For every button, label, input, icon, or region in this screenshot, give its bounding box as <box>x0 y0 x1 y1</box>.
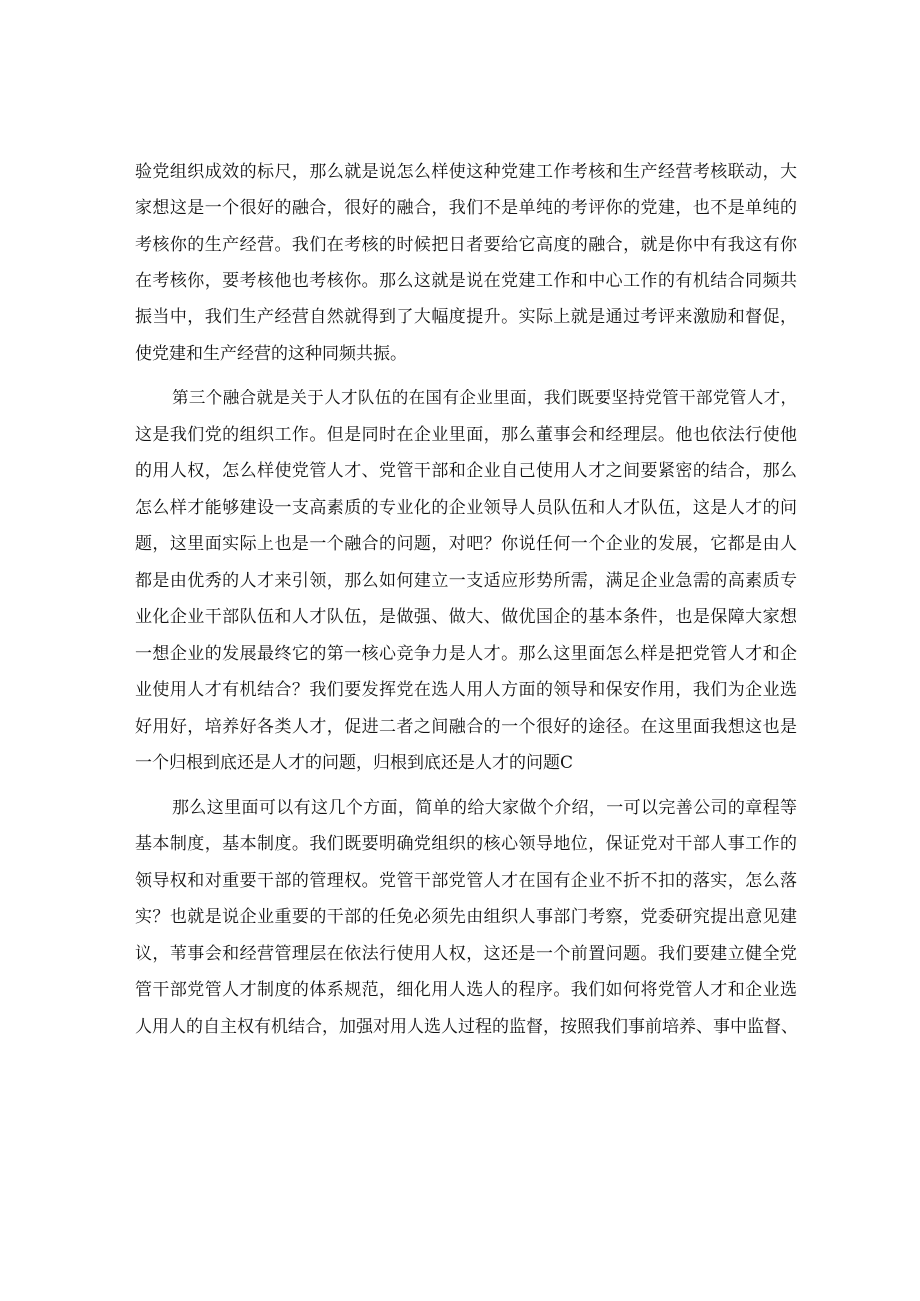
paragraph-1-line-6: 使党建和生产经营的这种同频共振。 <box>135 344 407 364</box>
paragraph-2-line-2: 这是我们党的组织工作。但是同时在企业里面，那么董事会和经理层。他也依法行使他 <box>135 425 797 445</box>
paragraph-3-line-1: 那么这里面可以有这几个方面，简单的给大家做个介绍，一可以完善公司的章程等 <box>172 798 797 818</box>
paragraph-2-line-11: 一个归根到底还是人才的问题，归根到底还是人才的问题C <box>135 753 574 773</box>
paragraph-1-line-4: 在考核你，要考核他也考核你。那么这就是说在党建工作和中心工作的有机结合同频共 <box>135 271 797 291</box>
paragraph-3-line-6: 管干部党管人才制度的体系规范，细化用人选人的程序。我们如何将党管人才和企业选 <box>135 980 797 1000</box>
paragraph-1-line-1: 验党组织成效的标尺，那么就是说怎么样使这种党建工作考核和生产经营考核联动，大 <box>135 162 797 182</box>
paragraph-2-line-4: 怎么样才能够建设一支高素质的专业化的企业领导人员队伍和人才队伍，这是人才的问 <box>135 498 797 518</box>
paragraph-2-line-3: 的用人权，怎么样使党管人才、党管干部和企业自己使用人才之间要紧密的结合，那么 <box>135 461 797 481</box>
paragraph-2-line-10: 好用好，培养好各类人才，促进二者之间融合的一个很好的途径。在这里面我想这也是 <box>135 717 797 737</box>
paragraph-1-line-3: 考核你的生产经营。我们在考核的时候把日者要给它高度的融合，就是你中有我这有你 <box>135 235 797 255</box>
paragraph-2-line-5: 题，这里面实际上也是一个融合的问题，对吧？你说任何一个企业的发展，它都是由人 <box>135 534 797 554</box>
paragraph-3-line-2: 基本制度，基本制度。我们既要明确党组织的核心领导地位，保证党对干部人事工作的 <box>135 834 797 854</box>
paragraph-3-line-3: 领导权和对重要干部的管理权。党管干部党管人才在国有企业不折不扣的落实，怎么落 <box>135 871 797 891</box>
paragraph-2-line-1: 第三个融合就是关于人才队伍的在国有企业里面，我们既要坚持党管干部党管人才， <box>172 388 797 407</box>
paragraph-2-line-9: 业使用人才有机结合？我们要发挥党在选人用人方面的领导和保安作用，我们为企业选 <box>135 680 797 700</box>
paragraph-3-line-5: 议，苇事会和经营管理层在依法行使用人权，这还是一个前置问题。我们要建立健全党 <box>135 944 797 964</box>
paragraph-3-line-4: 实？也就是说企业重要的干部的任免必须先由组织人事部门考察，党委研究提出意见建 <box>135 907 797 927</box>
paragraph-3-line-7: 人用人的自主权有机结合，加强对用人选人过程的监督，按照我们事前培养、事中监督、 <box>135 1017 798 1037</box>
paragraph-1-line-2: 家想这是一个很好的融合，很好的融合，我们不是单纯的考评你的党建，也不是单纯的 <box>135 198 797 218</box>
paragraph-2-line-6: 都是由优秀的人才来引领，那么如何建立一支适应形势所需，满足企业急需的高素质专 <box>135 571 797 591</box>
paragraph-2-line-7: 业化企业干部队伍和人才队伍，是做强、做大、做优国企的基本条件，也是保障大家想 <box>135 607 797 627</box>
paragraph-2-line-8: 一想企业的发展最终它的第一核心竞争力是人才。那么这里面怎么样是把党管人才和企 <box>135 644 797 664</box>
paragraph-1-line-5: 振当中，我们生产经营自然就得到了大幅度提升。实际上就是通过考评来激励和督促， <box>135 307 797 327</box>
